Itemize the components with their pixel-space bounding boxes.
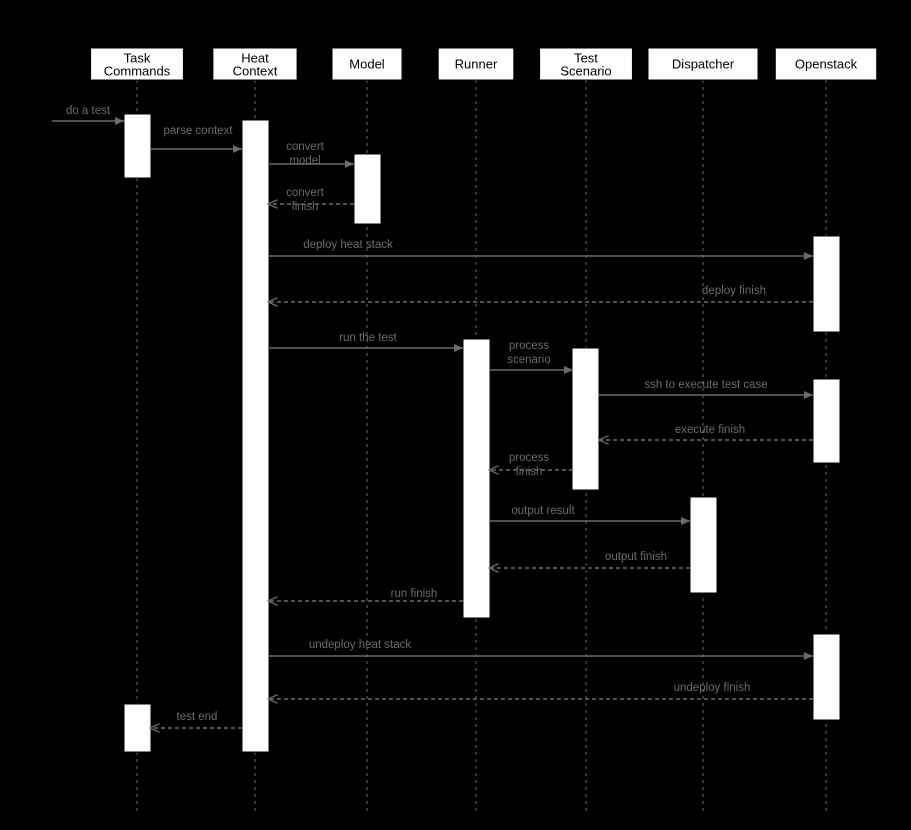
activation-bar-openstack3 xyxy=(813,634,840,720)
message-label: do a test xyxy=(65,105,111,118)
participant-label: Runner xyxy=(454,56,498,72)
participant-label: Dispatcher xyxy=(671,56,735,72)
participant-label: Openstack xyxy=(794,56,858,72)
message-label: process xyxy=(508,452,550,465)
participant-label: Task xyxy=(123,50,151,66)
activation-bar-openstack xyxy=(813,236,840,332)
message-label: convert xyxy=(286,187,324,200)
message-label: scenario xyxy=(507,354,551,367)
activation-bar-dispatcher xyxy=(690,497,717,593)
message-label: run the test xyxy=(339,332,397,345)
message-label: finish xyxy=(515,466,543,479)
message-label: output finish xyxy=(604,551,668,564)
participant-box-task[interactable] xyxy=(91,48,184,80)
message-label: run finish xyxy=(390,588,438,601)
participant-label: Model xyxy=(349,56,385,72)
message-label: output result xyxy=(511,505,575,518)
message-label: deploy heat stack xyxy=(303,239,393,252)
participant-box-scenario[interactable] xyxy=(540,48,633,80)
activation-bar-heat xyxy=(242,120,269,752)
participant-label: Test xyxy=(574,50,598,66)
participant-box-dispatcher[interactable] xyxy=(648,48,758,80)
activation-bar-scenario xyxy=(572,348,599,490)
message-label: process xyxy=(508,340,550,353)
participant-label: Heat xyxy=(241,50,269,66)
message-label: ssh to execute test case xyxy=(644,379,768,392)
message-label: finish xyxy=(291,201,319,214)
participant-boxes-group xyxy=(91,48,877,80)
message-label: undeploy finish xyxy=(673,682,751,695)
activation-bar-task xyxy=(124,114,151,178)
message-label: undeploy heat stack xyxy=(308,639,412,652)
participant-box-model[interactable] xyxy=(332,48,402,80)
message-label: parse context xyxy=(163,125,233,138)
message-label: execute finish xyxy=(674,424,746,437)
message-label: deploy finish xyxy=(702,285,766,298)
message-label: model xyxy=(289,155,321,168)
activation-bar-openstack2 xyxy=(813,379,840,463)
participant-box-runner[interactable] xyxy=(438,48,514,80)
activation-bar-runner xyxy=(463,339,490,618)
participant-label: Scenario xyxy=(560,63,612,79)
message-label: test end xyxy=(176,711,218,724)
participant-box-openstack[interactable] xyxy=(775,48,876,80)
messages-group xyxy=(52,105,813,728)
message-label: convert xyxy=(286,141,324,154)
participant-box-heat[interactable] xyxy=(213,48,297,80)
participant-label: Commands xyxy=(103,63,171,79)
activation-bar-model xyxy=(354,154,381,224)
activation-bar-task2 xyxy=(124,704,151,752)
participant-label: Context xyxy=(232,63,278,79)
